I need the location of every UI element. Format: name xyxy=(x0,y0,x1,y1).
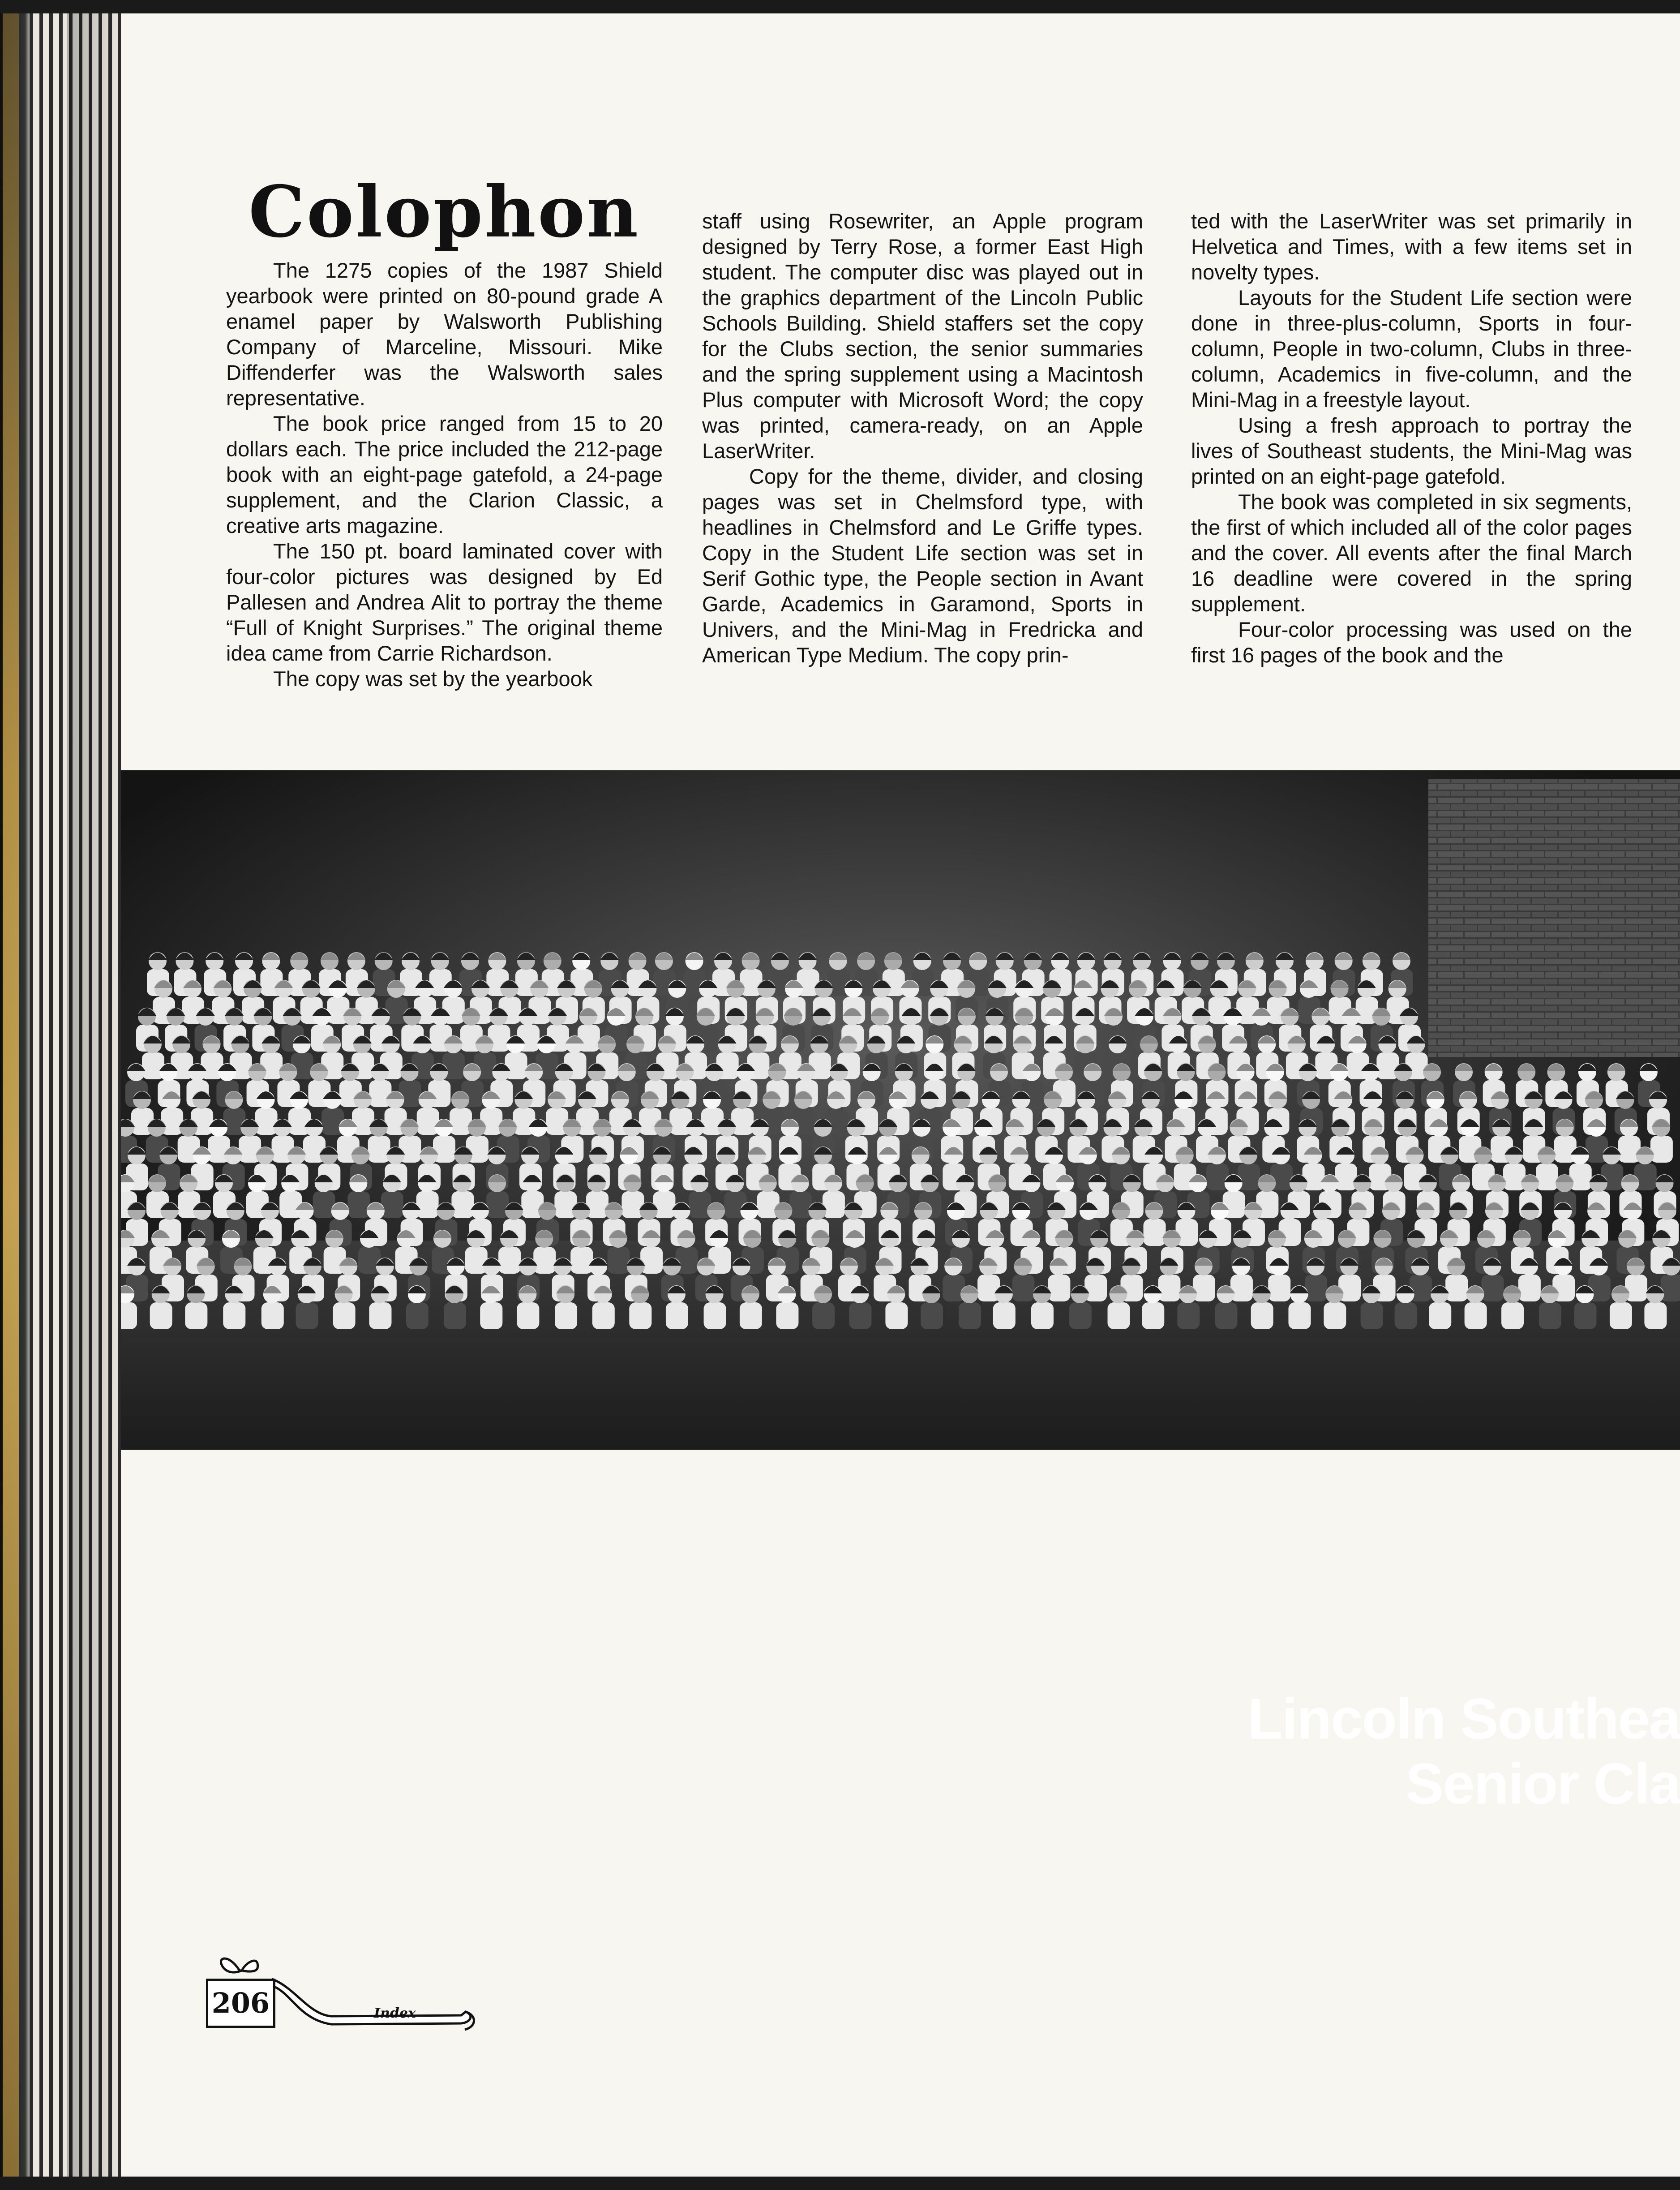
student-figure xyxy=(1501,1302,1524,1329)
text-column-3 xyxy=(1191,208,1632,668)
student-figure xyxy=(592,1302,615,1329)
student-figure xyxy=(1288,1302,1311,1329)
student-figure xyxy=(586,1191,609,1218)
student-figure xyxy=(823,1191,845,1218)
student-figure xyxy=(1429,1302,1451,1329)
student-figure xyxy=(789,1191,812,1218)
paragraph: The 150 pt. board laminated cover with four-color pictures was designed by Ed Pallesen and Andrea Alit to portray the theme “Full of Knight Surprises.” The original theme idea came from Carrie Richardson. xyxy=(226,539,663,665)
student-figure xyxy=(1251,1302,1273,1329)
student-figure xyxy=(629,1302,651,1329)
student-figure xyxy=(1177,1302,1200,1329)
student-figure xyxy=(1536,1164,1558,1190)
student-figure xyxy=(1574,1302,1596,1329)
student-figure xyxy=(1661,1275,1680,1301)
caption-school-name: Lincoln Southea xyxy=(1247,1687,1680,1751)
student-figure xyxy=(150,1302,172,1329)
text-column-1 xyxy=(226,258,663,691)
student-figure xyxy=(1142,1302,1164,1329)
student-figure xyxy=(296,1302,318,1329)
student-figure xyxy=(704,1302,726,1329)
student-figure xyxy=(1158,1275,1180,1301)
colophon-heading: Colophon xyxy=(249,171,640,253)
student-figure xyxy=(1069,1302,1092,1329)
paragraph: Layouts for the Student Life section were done in three-plus-column, Sports in four-column, People in two-column, Clubs in three-column, Academics in five-column, and the Mini-Mag in a freestyle layout. xyxy=(1191,286,1632,412)
student-figure xyxy=(993,1302,1016,1329)
student-figure xyxy=(1650,1136,1673,1163)
student-figure xyxy=(1268,1275,1290,1301)
student-figure xyxy=(1481,1275,1504,1301)
caption-class-name: Senior Cla xyxy=(1405,1752,1680,1816)
student-figure xyxy=(533,1247,556,1274)
student-figure xyxy=(1539,1302,1561,1329)
student-figure xyxy=(451,1191,474,1218)
student-figure xyxy=(1108,1302,1130,1329)
student-figure xyxy=(486,1191,509,1218)
student-figure xyxy=(1048,1275,1070,1301)
page-edge-gilding xyxy=(3,13,19,2177)
student-figure xyxy=(666,1302,688,1329)
yearbook-page xyxy=(0,13,1680,2177)
paragraph: staff using Rosewriter, an Apple program designed by Terry Rose, a former East High student. The computer disc was played out in the graphics department of the Lincoln Public Schools Building. Shield staffers set the copy for the Clubs section, the senior summaries and the spring supplement using a Macintosh Plus computer with Microsoft Word; the copy was printed, camera-ready, on an Apple LaserWriter. xyxy=(702,209,1143,463)
student-figure xyxy=(406,1302,429,1329)
student-figure xyxy=(517,1302,539,1329)
student-figure xyxy=(885,1302,908,1329)
paragraph: The book price ranged from 15 to 20 dollars each. The price included the 212-page book with an eight-page gatefold, a 24-page supplement, and the Clarion Classic, a creative arts magazine. xyxy=(226,412,663,537)
student-figure xyxy=(959,1302,981,1329)
student-figure xyxy=(1305,1275,1327,1301)
student-figure xyxy=(1215,1302,1237,1329)
student-figure xyxy=(812,1302,835,1329)
group-photo-illustration xyxy=(121,770,1680,1450)
student-figure xyxy=(1644,1302,1667,1329)
student-figure xyxy=(1465,1302,1487,1329)
student-figure xyxy=(381,1191,403,1218)
paragraph: Copy for the theme, divider, and closing pages was set in Chelmsford type, with headlines in Chelmsford and Le Griffe types. Copy in the Student Life section was set in Serif Gothic type, the People section in Avant Garde, Academics in Garamond, Sports in Univers, and the Mini-Mag in Fredricka and American Type Medium. The copy prin- xyxy=(702,464,1143,667)
text-column-2 xyxy=(702,208,1143,668)
gutter-shade xyxy=(67,13,121,2177)
paragraph: The copy was set by the yearbook xyxy=(273,667,593,691)
student-figure xyxy=(1144,1219,1166,1246)
paragraph: The 1275 copies of the 1987 Shield yearbook were printed on 80-pound grade A enamel paper by Walsworth Publishing Company of Marceline, Missouri. Mike Diffenderfer was the Walsworth sales representative. xyxy=(226,258,663,410)
student-figure xyxy=(1445,1275,1468,1301)
student-figure xyxy=(368,1136,390,1163)
student-figure xyxy=(498,1247,521,1274)
student-figure xyxy=(849,1302,871,1329)
book-spine-edge xyxy=(0,13,121,2177)
page-number: 206 xyxy=(206,1979,275,2028)
student-figure xyxy=(608,1247,630,1274)
student-figure xyxy=(223,1302,245,1329)
student-figure xyxy=(1361,1302,1383,1329)
student-figure xyxy=(776,1302,798,1329)
paragraph: Four-color processing was used on the first 16 pages of the book and the xyxy=(1191,618,1632,667)
page-folio xyxy=(197,1944,484,2038)
paragraph: ted with the LaserWriter was set primarily in Helvetica and Times, with a few items set in novelty types. xyxy=(1191,209,1632,284)
student-figure xyxy=(444,1302,466,1329)
student-figure xyxy=(480,1302,502,1329)
student-figure xyxy=(1012,1275,1034,1301)
student-figure xyxy=(1324,1302,1346,1329)
student-figure xyxy=(369,1302,391,1329)
student-figure xyxy=(185,1302,207,1329)
student-figure xyxy=(740,1302,762,1329)
student-figure xyxy=(121,1302,137,1329)
student-figure xyxy=(261,1302,284,1329)
student-figure xyxy=(1518,1275,1541,1301)
student-figure xyxy=(1610,1302,1632,1329)
paragraph: The book was completed in six segments, the first of which included all of the color pages and the cover. All events after the final March 16 deadline were covered in the spring supplement. xyxy=(1191,490,1632,616)
student-figure xyxy=(333,1302,356,1329)
paragraph: Using a fresh approach to portray the lives of Southeast students, the Mini-Mag was printed on an eight-page gatefold. xyxy=(1191,413,1632,488)
student-figure xyxy=(1031,1302,1054,1329)
student-figure xyxy=(921,1302,943,1329)
student-figure xyxy=(570,1247,593,1274)
student-figure xyxy=(347,1191,370,1218)
student-figure xyxy=(555,1302,577,1329)
section-label: Index xyxy=(374,2005,416,2021)
senior-class-group-photo xyxy=(121,770,1680,1816)
student-figure xyxy=(1395,1302,1417,1329)
